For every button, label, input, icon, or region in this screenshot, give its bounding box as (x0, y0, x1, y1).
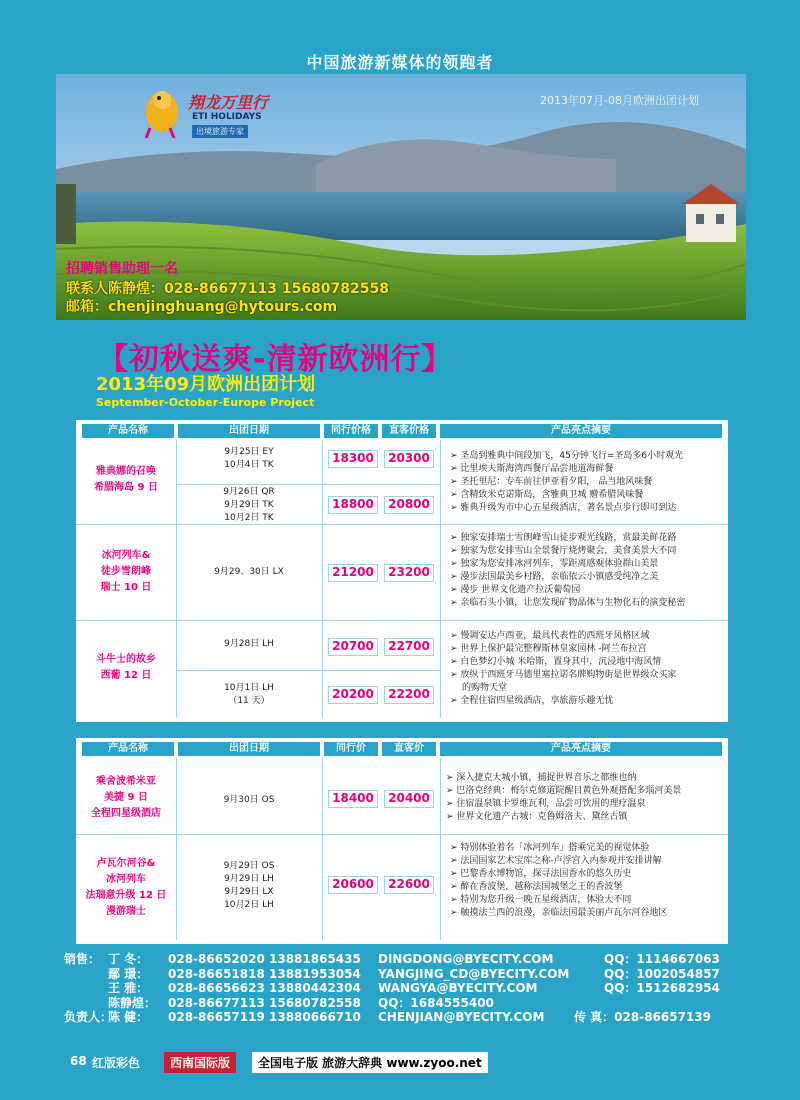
table2-header-highlights: 产品亮点摘要 (440, 742, 722, 756)
table1-header-name: 产品名称 (82, 424, 174, 438)
highlights-greece: ➢ 圣岛到雅典中间段加飞，45分钟飞行=圣岛多6小时观光 ➢ 比里埃夫斯海湾西餐厅品尝地道海鲜餐 ➢ 圣托里尼：专车前往伊亚看夕阳， 品当地风味餐 ➢ 含精致米克诺斯岛，含雅典卫城 赠希腊风味餐 ➢ 雅典升级为市中心五星级酒店，著名景点步行即可到达 (450, 451, 684, 513)
logo-tag: 出境旅游专家 (192, 125, 248, 138)
plan-heading: 2013年07月-08月欧洲出团计划 (540, 94, 699, 107)
direct-price: 20400 (384, 790, 434, 808)
promo-headline: 【初秋送爽-清新欧洲行】 (98, 342, 453, 377)
tour-table-1 (76, 420, 728, 722)
table1-header-direct: 直客价格 (382, 424, 436, 438)
color-label: 红版彩色 (92, 1056, 141, 1070)
contact-row: 王 雅： 028-86656623 13880442304 WANGYA@BYECITY.COM QQ：1512682954 (108, 981, 720, 995)
contact-footer (64, 952, 744, 1025)
table1-header-date: 出团日期 (178, 424, 320, 438)
promo-subhead: 2013年09月欧洲出团计划 (96, 374, 316, 395)
tour-dates: 10月1日 LH （11 天） (224, 683, 274, 706)
direct-price: 20300 (384, 450, 434, 468)
tour-dates: 9月29、30日 LX (214, 567, 284, 577)
bottom-bar (56, 1050, 746, 1072)
promo-en-subhead: September-October-Europe Project (96, 396, 315, 409)
site-label: 全国电子版 旅游大辞典 www.zyoo.net (252, 1052, 488, 1073)
table2-header-direct: 直客价 (382, 742, 436, 756)
tour-name-spain: 斗牛士的故乡 西葡 12 日 (96, 654, 156, 681)
tour-dates: 9月30日 OS (223, 795, 275, 805)
contact-row: 鄢 璟： 028-86651818 13881953054 YANGJING_CD@BYECITY.COM QQ：1002054857 (108, 966, 720, 981)
direct-price: 22200 (384, 686, 434, 704)
direct-price: 20800 (384, 496, 434, 514)
tour-name-swiss: 冰河列车& 徒步雪朗峰 瑞士 10 日 (100, 550, 152, 593)
table2-header-date: 出团日期 (178, 742, 320, 756)
table1-header-highlights: 产品亮点摘要 (440, 424, 722, 438)
peer-price: 18300 (328, 450, 378, 468)
logo-cn: 翔龙万里行 (188, 93, 269, 112)
slogan: 中国旅游新媒体的领跑者 (306, 53, 494, 72)
direct-price: 23200 (384, 564, 434, 582)
direct-price: 22600 (384, 876, 434, 894)
tour-dates: 9月26日 QR 9月29日 TK 10月2日 TK (223, 487, 275, 523)
peer-price: 18800 (328, 496, 378, 514)
highlights-czech: ➢ 深入捷克大城小镇，捕捉世界音乐之都维也纳 ➢ 巴洛克经典：梅尔克修道院醒目黄色外观搭配多瑙河美景 ➢ 住宿温泉镇卡罗维瓦利，品尝可饮用的理疗温泉 ➢ 世界文化遗产古城：克鲁姆洛夫、黛丝古镇 (446, 773, 682, 822)
tour-name-czech: 乘舍波希米亚 美捷 9 日 全程四星级酒店 (91, 776, 161, 819)
recruit-title: 招聘销售助理一名 (66, 261, 178, 277)
peer-price: 20700 (328, 638, 378, 656)
tour-dates: 9月29日 OS 9月29日 LH 9月29日 LX 10月2日 LH (223, 861, 275, 910)
recruit-email: 邮箱：chenjinghuang@hytours.com (66, 299, 338, 315)
table2-header-name: 产品名称 (82, 742, 174, 756)
highlights-swiss: ➢ 独家安排瑞士雪朗峰雪山徒步观光线路，赏最美鲜花路 ➢ 独家为您安排雪山全景餐厅烧烤聚会，美食美景大不同 ➢ 独家为您安排冰河列车，零距离感观体验群山美景 ➢ 漫步法国最美乡村路，亲临依云小镇感受纯净之美 ➢ 漫步 世界文化遗产拉沃葡萄园 ➢ 亲临石头小镇，让您发现矿物晶体与生物化石的演变秘密 (450, 533, 686, 608)
contact-row: 陈静煌： 028-86677113 15680782558 QQ：1684555400 (108, 995, 494, 1010)
peer-price: 21200 (328, 564, 378, 582)
peer-price: 20200 (328, 686, 378, 704)
highlights-spain: ➢ 慢调安达卢西亚，最具代表性的西班牙风格区域 ➢ 世界上保护最完整穆斯林皇家园林 -阿兰布拉宫 ➢ 白色梦幻小城 米哈斯，置身其中，沉浸地中海风情 ➢ 放纵于西班牙马德里塞拉诺名牌购物街是世界级众买家 的购物天堂 ➢ 全程住宿四星级酒店，享旅游乐趣无忧 (450, 631, 677, 706)
edition-label: 西南国际版 (164, 1052, 236, 1073)
tour-table-2 (76, 738, 728, 944)
direct-price: 22700 (384, 638, 434, 656)
table1-header-peer: 同行价格 (324, 424, 378, 438)
tour-name-greece: 雅典娜的召唤 希腊海岛 9 日 (94, 466, 158, 493)
highlights-france: ➢ 特别体验着名「冰河列车」搭乘完美的视觉体验 ➢ 法国国家艺术宝库之称-卢浮宫入内参观并安排讲解 ➢ 巴黎香水博物馆，探寻法国香水的悠久历史 ➢ 醉在香波堡，越称法国城堡之王的香波堡 ➢ 特别为您升级一晚五星级酒店，体验大不同 ➢ 触摸法兰西的浪漫，亲临法国最美丽卢瓦尔河谷地区 (450, 843, 668, 918)
peer-price: 20600 (328, 876, 378, 894)
recruit-contact: 联系人陈静煌：028-86677113 15680782558 (66, 281, 389, 297)
tour-dates: 9月28日 LH (224, 639, 274, 649)
contact-row: 销售： 丁 冬： 028-86652020 13881865435 DINGDONG@BYECITY.COM QQ：1114667063 (64, 952, 720, 966)
page-number: 68 (70, 1054, 87, 1068)
tour-name-france: 卢瓦尔河谷& 冰河列车 法瑞意升级 12 日 漫游瑞士 (85, 858, 167, 917)
table2-header-peer: 同行价 (324, 742, 378, 756)
peer-price: 18400 (328, 790, 378, 808)
tour-dates: 9月25日 EY 10月4日 TK (224, 447, 274, 470)
logo-en: ETI HOLIDAYS (192, 112, 262, 122)
contact-row: 负责人： 陈 健： 028-86657119 13880666710 CHENJIAN@BYECITY.COM 传 真：028-86657139 (64, 1010, 712, 1024)
